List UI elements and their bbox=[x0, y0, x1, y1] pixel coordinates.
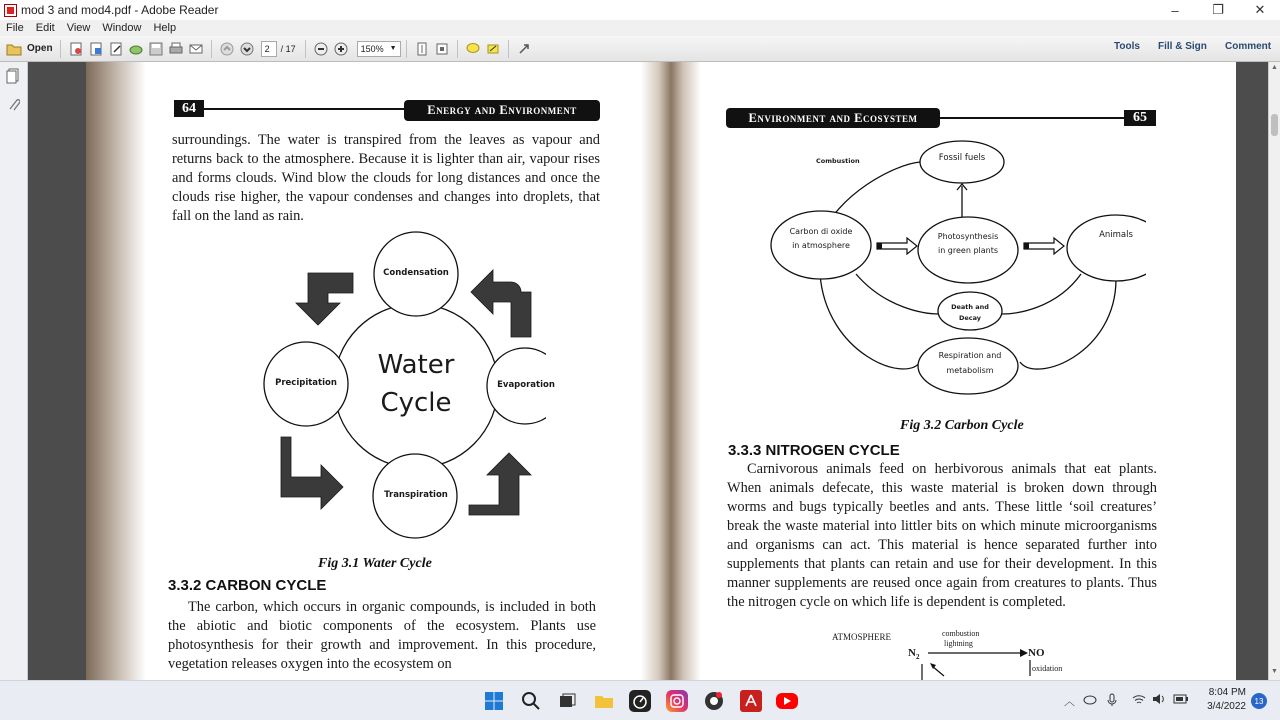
water-cycle-title-line2: Cycle bbox=[380, 388, 452, 418]
notification-badge[interactable]: 13 bbox=[1251, 693, 1267, 709]
fit-page-icon[interactable] bbox=[414, 41, 430, 57]
toolbar-separator bbox=[60, 40, 61, 58]
arrow-bottom-right-icon bbox=[469, 453, 531, 515]
zoom-value: 150% bbox=[360, 43, 384, 54]
menu-file[interactable]: File bbox=[6, 22, 24, 34]
arrow-top-left-icon bbox=[296, 273, 353, 325]
open-button[interactable] bbox=[6, 40, 53, 58]
system-clock[interactable] bbox=[1196, 686, 1246, 714]
full-screen-icon[interactable] bbox=[434, 41, 450, 57]
photosynthesis-label-line1: Photosynthesis bbox=[937, 232, 999, 241]
fill-sign-tab[interactable]: Fill & Sign bbox=[1158, 41, 1207, 52]
chevron-down-icon: ▼ bbox=[389, 45, 397, 52]
atmosphere-label: ATMOSPHERE bbox=[832, 632, 892, 642]
chevron-up-icon[interactable]: ︿ bbox=[1064, 696, 1075, 708]
microphone-icon[interactable] bbox=[1107, 693, 1117, 707]
water-cycle-title bbox=[334, 346, 498, 422]
death-decay-label-line2: Decay bbox=[958, 314, 982, 322]
respiration-label-line1: Respiration and bbox=[938, 351, 1002, 360]
next-page-icon[interactable] bbox=[239, 41, 255, 57]
zoom-out-icon[interactable] bbox=[313, 41, 329, 57]
menu-view[interactable]: View bbox=[66, 22, 91, 34]
arrow-top-right-icon bbox=[471, 270, 531, 337]
animals-node bbox=[1067, 215, 1146, 281]
respiration-curve-right bbox=[1020, 279, 1116, 369]
co2-label bbox=[776, 225, 866, 253]
restore-button[interactable]: ❐ bbox=[1212, 2, 1224, 17]
carbon-cycle-paragraph: The carbon, which occurs in organic compounds, is included in both the abiotic and biotic components of the ecosystem. Plants use photosynthesis for their growth and improvement. In this procedure, vegetation releases oxygen into the ecosystem on bbox=[168, 599, 596, 672]
death-decay-label-line1: Death and bbox=[951, 303, 989, 311]
page-number-input[interactable]: 2 bbox=[261, 41, 277, 57]
zoom-select[interactable] bbox=[357, 41, 401, 57]
windows-start-icon[interactable] bbox=[483, 690, 505, 712]
toolbar-separator bbox=[508, 40, 509, 58]
evaporation-label: Evaporation bbox=[497, 380, 555, 390]
combustion-label: Combustion bbox=[816, 157, 860, 165]
fig-3-1-caption: Fig 3.1 Water Cycle bbox=[318, 556, 432, 571]
book-gutter bbox=[641, 62, 701, 680]
arrow-tail-mark bbox=[1024, 243, 1029, 249]
minimize-button[interactable]: – bbox=[1171, 2, 1179, 18]
save-icon[interactable] bbox=[148, 41, 164, 57]
photosynthesis-label bbox=[923, 230, 1013, 258]
nitrogen-cycle-paragraph: Carnivorous animals feed on herbivorous animals that eat plants. When animals defecate, this waste material is broken down through worms and bugs typically beetles and ants. These little ‘soil creatures’ break the waste material into littler bits on which minute microorganisms and organisms can act. This material is hence separated further into supplements that plants can retain and use for their development. In this manner supplements are reused once again from creatures to plants. Thus the nitrogen cycle on which life is dependent is completed. bbox=[727, 461, 1157, 610]
lightning-label: lightning bbox=[944, 639, 973, 648]
co2-label-line1: Carbon di oxide bbox=[789, 227, 853, 236]
task-view-icon[interactable] bbox=[556, 690, 578, 712]
scroll-up-icon[interactable]: ▲ bbox=[1271, 64, 1278, 71]
fossil-fuels-label: Fossil fuels bbox=[938, 153, 986, 163]
toolbar-separator bbox=[457, 40, 458, 58]
arrow-bottom-left-icon bbox=[281, 437, 343, 509]
tools-tab[interactable]: Tools bbox=[1114, 41, 1140, 52]
no-label: NO bbox=[1028, 647, 1045, 659]
nitrogen-cycle-heading: 3.3.3 NITROGEN CYCLE bbox=[728, 442, 900, 459]
comment-tab[interactable]: Comment bbox=[1225, 41, 1272, 52]
menu-edit[interactable]: Edit bbox=[35, 22, 55, 34]
onedrive-icon[interactable] bbox=[1083, 693, 1097, 705]
decay-curve-left bbox=[856, 274, 939, 314]
combustion-n-label: combustion bbox=[942, 629, 980, 638]
menu-bar bbox=[0, 20, 1280, 36]
expand-icon[interactable] bbox=[516, 41, 532, 57]
attachment-icon[interactable] bbox=[6, 96, 20, 112]
page-edge-shadow bbox=[86, 62, 146, 680]
print-icon[interactable] bbox=[168, 41, 184, 57]
header-rule bbox=[204, 108, 404, 110]
death-decay-label bbox=[940, 302, 1000, 324]
create-pdf-icon[interactable] bbox=[68, 41, 84, 57]
clock-date: 3/4/2022 bbox=[1207, 701, 1246, 712]
page-number-65: 65 bbox=[1124, 110, 1156, 126]
pages-icon[interactable] bbox=[6, 68, 20, 84]
zoom-in-icon[interactable] bbox=[333, 41, 349, 57]
scroll-down-icon[interactable]: ▼ bbox=[1271, 668, 1278, 675]
nitrogen-arrows bbox=[908, 646, 1038, 680]
email-icon[interactable] bbox=[188, 41, 204, 57]
search-icon[interactable] bbox=[520, 690, 542, 712]
photosynthesis-label-line2: in green plants bbox=[937, 246, 999, 255]
document-viewport[interactable] bbox=[28, 62, 1268, 680]
menu-help[interactable]: Help bbox=[153, 22, 177, 34]
sticky-note-icon[interactable] bbox=[465, 41, 481, 57]
arrow-tail-mark bbox=[877, 243, 882, 249]
animals-label: Animals bbox=[1099, 230, 1133, 240]
left-paragraph: surroundings. The water is transpired from the leaves as vapour and returns back to the atmosphere. Because it is lighter than air, vapour rises and forms clouds. Wind blow the clouds for long distances and once the clouds rise higher, the vapour condenses and changes into droplets, that fall on the land as rain. bbox=[172, 132, 600, 224]
header-environment-and-ecosystem: Environment and Ecosystem bbox=[726, 108, 940, 128]
title-bar bbox=[0, 0, 1280, 20]
youtube-icon[interactable] bbox=[776, 693, 798, 709]
toolbar-separator bbox=[406, 40, 407, 58]
chrome-icon[interactable] bbox=[703, 690, 725, 712]
clock-time: 8:04 PM bbox=[1208, 687, 1246, 698]
highlight-icon[interactable] bbox=[485, 41, 501, 57]
decay-curve-right bbox=[1002, 274, 1081, 314]
respiration-label bbox=[922, 348, 1018, 378]
toolbar bbox=[0, 36, 1280, 62]
header-rule bbox=[940, 117, 1126, 119]
water-cycle-title-line1: Water bbox=[377, 350, 455, 380]
transpiration-label: Transpiration bbox=[384, 490, 448, 500]
instagram-icon[interactable] bbox=[666, 690, 688, 712]
speedometer-app-icon[interactable] bbox=[629, 690, 651, 712]
navigation-pane bbox=[0, 62, 28, 680]
precipitation-label: Precipitation bbox=[275, 378, 337, 388]
previous-page-icon[interactable] bbox=[219, 41, 235, 57]
condensation-label: Condensation bbox=[383, 268, 449, 278]
n2-subscript: 2 bbox=[915, 653, 920, 662]
page-total: / 17 bbox=[280, 43, 296, 54]
volume-icon[interactable] bbox=[1152, 693, 1166, 705]
menu-window[interactable]: Window bbox=[102, 22, 142, 34]
photosynthesis-to-animals-arrow-icon bbox=[1024, 238, 1064, 254]
respiration-label-line2: metabolism bbox=[946, 366, 994, 375]
cloud-upload-icon[interactable] bbox=[128, 41, 144, 57]
folder-icon bbox=[6, 42, 22, 56]
co2-label-line2: in atmosphere bbox=[792, 241, 850, 250]
battery-icon[interactable] bbox=[1173, 693, 1189, 705]
co2-to-photosynthesis-arrow-icon bbox=[877, 238, 917, 254]
vertical-scrollbar[interactable] bbox=[1268, 62, 1280, 680]
taskbar bbox=[0, 680, 1280, 720]
header-energy-and-environment: Energy and Environment bbox=[404, 100, 600, 121]
file-explorer-icon[interactable] bbox=[593, 690, 615, 712]
carbon-cycle-diagram bbox=[736, 134, 1146, 424]
carbon-cycle-heading: 3.3.2 CARBON CYCLE bbox=[168, 577, 327, 594]
adobe-reader-taskbar-icon[interactable] bbox=[740, 690, 762, 712]
fig-3-2-caption: Fig 3.2 Carbon Cycle bbox=[900, 418, 1024, 433]
adobe-reader-icon bbox=[4, 4, 17, 17]
close-button[interactable]: ✕ bbox=[1254, 2, 1266, 17]
window-title: mod 3 and mod4.pdf - Adobe Reader bbox=[21, 3, 219, 17]
toolbar-separator bbox=[211, 40, 212, 58]
page-number-64: 64 bbox=[174, 100, 204, 117]
n2-symbol: N bbox=[908, 647, 916, 659]
open-label: Open bbox=[27, 43, 53, 54]
toolbar-separator bbox=[305, 40, 306, 58]
scrollbar-thumb[interactable] bbox=[1271, 114, 1278, 136]
book-spread bbox=[86, 62, 1236, 680]
edit-pdf-icon[interactable] bbox=[108, 41, 124, 57]
oxidation-label: oxidation bbox=[1032, 664, 1063, 673]
export-pdf-icon[interactable] bbox=[88, 41, 104, 57]
wifi-icon[interactable] bbox=[1132, 693, 1146, 705]
